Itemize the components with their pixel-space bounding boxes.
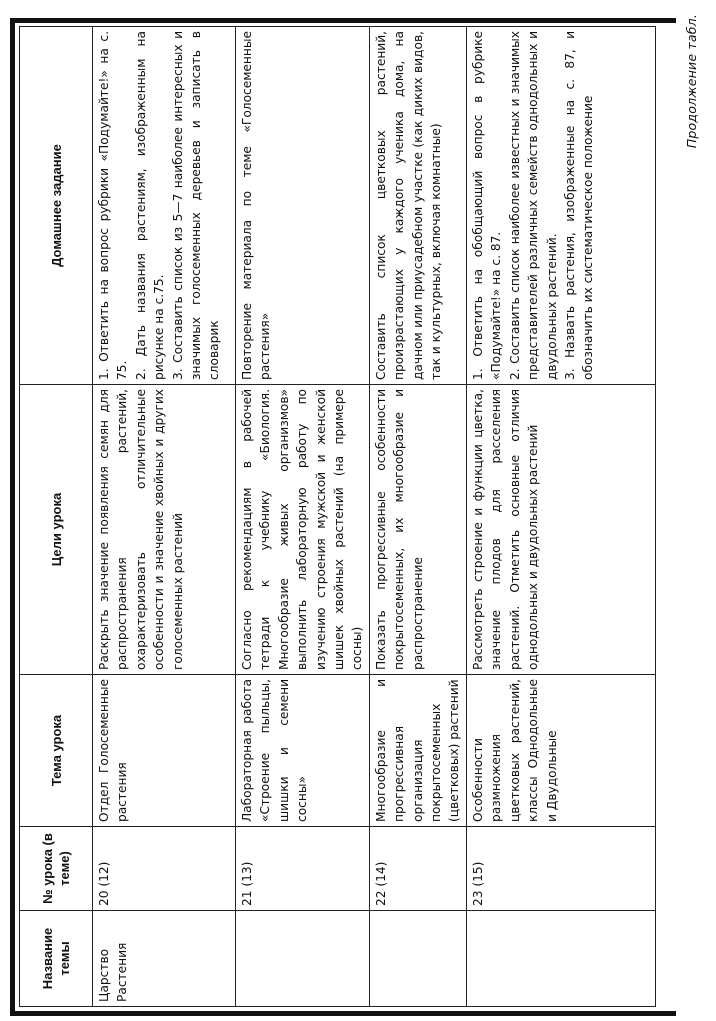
header-homework: Домашнее задание [20,27,93,385]
header-lesson-goals: Цели урока [20,385,93,675]
homework-item: 2. Дать названия растениям, изображенным на рисунке на с.75. [133,31,167,380]
header-lesson-number: № урока (в теме) [20,827,93,911]
lesson-topic-cell: Особенности размножения цветковых растений, классы Однодольные и Двудольные [466,675,655,827]
lesson-goals-cell: Раскрыть значение появления семян для распространения растений, охарактеризовать отличительные особенности и значение хвойных и других голосеменных растений [93,385,236,675]
table-row [466,27,655,1007]
header-lesson-topic: Тема урока [20,675,93,827]
homework-cell [369,27,466,385]
lesson-goals-cell: Показать прогрессивные особенности покрытосеменных, их многообразие и распространение [369,385,466,675]
lesson-plan-table [19,26,656,1007]
homework-item: 2. Составить список наиболее известных и значимых представителей различных семейств однодольных и двудольных растений. [507,31,559,380]
table-row [93,27,236,1007]
table-continuation-caption: Продолжение табл. [684,14,699,149]
lesson-number-cell: 21 (13) [236,827,370,911]
lesson-number-cell: 22 (14) [369,827,466,911]
homework-item: Составить список цветковых растений, произрастающих у каждого ученика дома, на дачном или приусадебном участке (как диких видов, так и культурных, включая комнатные) [373,31,444,380]
homework-cell [93,27,236,385]
lesson-topic-cell: Лабораторная работа «Строение пыльцы, шишки и семени сосны» [236,675,370,827]
table-header-row [20,27,93,1007]
homework-item: 3. Составить список из 5—7 наиболее интересных и значимых голосеменных деревьев и записать в словарик [170,31,222,380]
homework-item: 1. Ответить на обобщающий вопрос в рубрике «Подумайте!» на с. 87. [470,31,504,380]
lesson-goals-cell: Рассмотреть строение и функции цветка, значение плодов для расселения растений. Отметить основные отличия однодольных и двудольных растений [466,385,655,675]
homework-cell [236,27,370,385]
lesson-topic-cell: Многообразие и прогрессивная организация покрытосеменных (цветковых) растений [369,675,466,827]
lesson-number-cell: 20 (12) [93,827,236,911]
theme-cell: Царство Растения [93,911,236,1007]
lesson-topic-cell: Отдел Голосеменные растения [93,675,236,827]
table-row [236,27,370,1007]
homework-item: Повторение материала по теме «Голосеменные растения» [240,31,273,380]
homework-item: 3. Назвать растения, изображенные на с. 87, и обозначить их систематическое положение [562,31,596,380]
table-row [369,27,466,1007]
lesson-goals-cell: Согласно рекомендациям в рабочей тетради к учебнику «Биология. Многообразие живых организмов» выполнить лабораторную работу по изучению строения мужской и женской шишек хвойных растений (на примере сосны) [236,385,370,675]
homework-cell [466,27,655,385]
theme-cell [369,911,466,1007]
homework-item: 1. Ответить на вопрос рубрики «Подумайте!» на с. 75. [97,31,130,380]
lesson-number-cell: 23 (15) [466,827,655,911]
theme-cell [466,911,655,1007]
header-theme: Название темы [20,911,93,1007]
theme-cell [236,911,370,1007]
